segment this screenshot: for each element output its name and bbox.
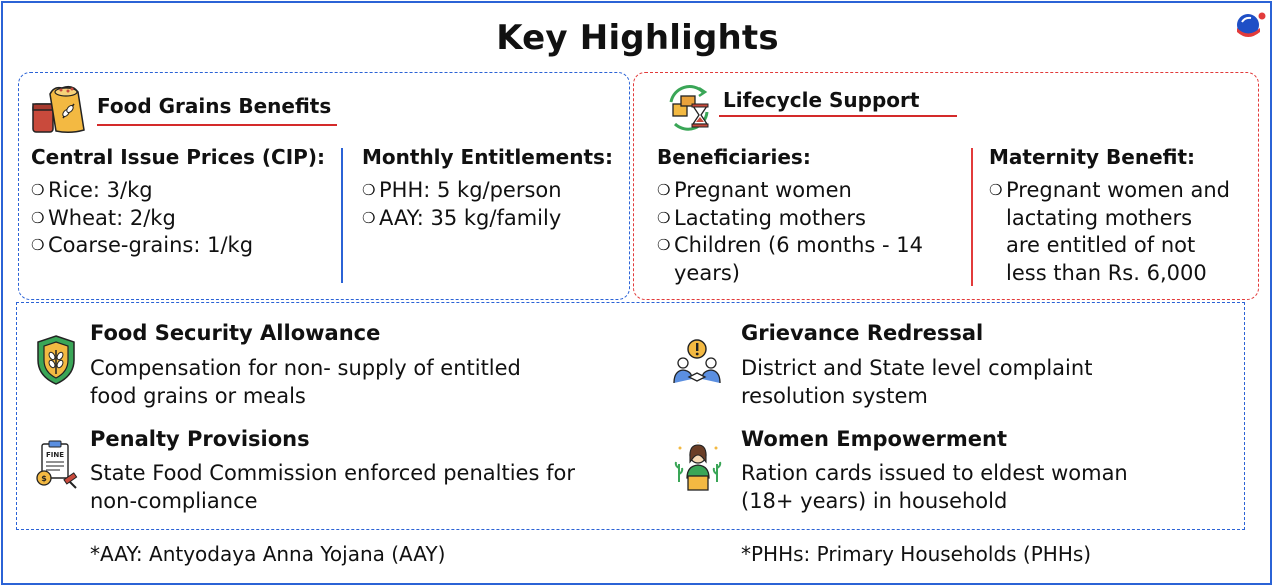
women-title: Women Empowerment bbox=[741, 427, 1008, 451]
list-item: ❍ Rice: 3/kg bbox=[31, 178, 153, 202]
food-grains-underline bbox=[97, 124, 337, 126]
list-item: ❍ AAY: 35 kg/family bbox=[362, 205, 562, 230]
shield-wheat-icon bbox=[34, 334, 78, 386]
footnote-phh: *PHHs: Primary Households (PHHs) bbox=[741, 542, 1092, 566]
grain-sacks-icon bbox=[30, 82, 88, 134]
woman-empowerment-icon bbox=[674, 442, 722, 492]
lifecycle-underline bbox=[719, 115, 957, 117]
list-item: are entitled of not bbox=[1006, 233, 1196, 257]
list-item: ❍ Coarse-grains: 1/kg bbox=[31, 233, 254, 257]
food-grains-heading: Food Grains Benefits bbox=[97, 94, 332, 118]
svg-text:$: $ bbox=[41, 474, 47, 483]
women-text: Ration cards issued to eldest woman (18+ years) in household bbox=[741, 461, 1128, 513]
beneficiaries-list bbox=[657, 177, 923, 287]
list-item: ❍ Pregnant women and bbox=[989, 178, 1231, 202]
lifecycle-hourglass-icon bbox=[663, 82, 715, 134]
fine-document-icon bbox=[34, 440, 80, 490]
cip-list bbox=[31, 177, 253, 260]
column-divider bbox=[341, 148, 343, 283]
footnote-aay: *AAY: Antyodaya Anna Yojana (AAY) bbox=[90, 542, 446, 566]
monthly-list bbox=[362, 177, 562, 232]
penalty-text: State Food Commission enforced penalties for non-compliance bbox=[90, 461, 575, 513]
grievance-title: Grievance Redressal bbox=[741, 321, 984, 345]
column-divider bbox=[971, 148, 973, 286]
list-item: ❍ Children (6 months - 14 bbox=[657, 233, 924, 257]
list-item: ❍ PHH: 5 kg/person bbox=[362, 178, 562, 202]
cip-heading: Central Issue Prices (CIP): bbox=[31, 145, 325, 169]
list-item: years) bbox=[674, 260, 740, 285]
lifecycle-heading: Lifecycle Support bbox=[723, 88, 920, 112]
monthly-heading: Monthly Entitlements: bbox=[362, 145, 613, 169]
list-item: ❍ Pregnant women bbox=[657, 178, 852, 202]
list-item: ❍ Lactating mothers bbox=[657, 205, 866, 230]
list-item: ❍ Wheat: 2/kg bbox=[31, 205, 176, 230]
page-title: Key Highlights bbox=[496, 18, 779, 58]
penalty-title: Penalty Provisions bbox=[90, 427, 310, 451]
grievance-handshake-icon bbox=[672, 337, 722, 387]
grievance-text: District and State level complaint resolution system bbox=[741, 356, 1093, 408]
food-security-text: Compensation for non- supply of entitled food grains or meals bbox=[90, 356, 521, 408]
maternity-heading: Maternity Benefit: bbox=[989, 145, 1196, 169]
food-security-title: Food Security Allowance bbox=[90, 321, 381, 345]
svg-text:FINE: FINE bbox=[45, 451, 65, 459]
list-item: less than Rs. 6,000 bbox=[1006, 260, 1207, 285]
beneficiaries-heading: Beneficiaries: bbox=[657, 145, 811, 169]
maternity-list bbox=[989, 177, 1230, 287]
list-item: lactating mothers bbox=[1006, 205, 1193, 230]
